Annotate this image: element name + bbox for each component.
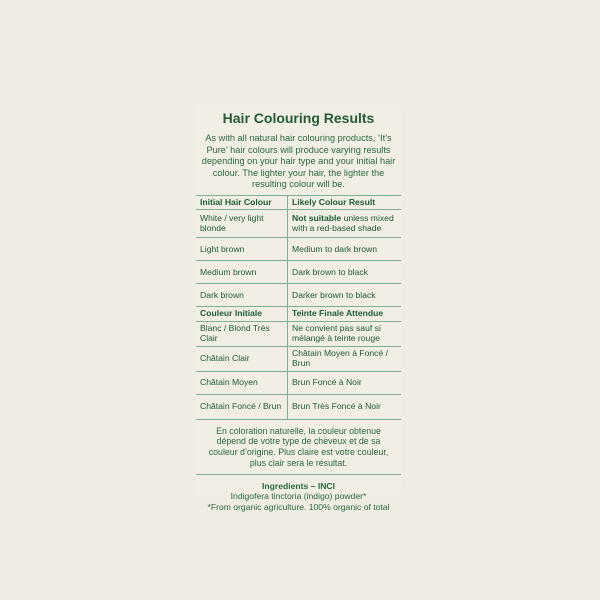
- table-row: [196, 238, 401, 261]
- table-row: [196, 322, 401, 347]
- initial-colour-cell: Medium brown: [196, 261, 288, 283]
- ingredients-section: [196, 481, 401, 512]
- table-header-row: [196, 196, 401, 210]
- table-row: [196, 284, 401, 307]
- result-colour-cell: Ne convient pas sauf si mélangé à teinte rouge: [292, 323, 381, 343]
- initial-colour-cell: Light brown: [196, 238, 288, 260]
- result-colour-cell: Medium to dark brown: [292, 243, 378, 254]
- result-colour-cell: Darker brown to black: [292, 289, 376, 300]
- initial-colour-cell: Blanc / Blond Très Clair: [196, 322, 288, 346]
- result-text: unless mixed with a red-based shade: [292, 213, 394, 233]
- table-row: [196, 261, 401, 284]
- column-header-initial: Initial Hair Colour: [196, 196, 288, 209]
- initial-colour-cell: Châtain Moyen: [196, 372, 288, 394]
- result-colour-cell: Brun Très Foncé à Noir: [292, 401, 381, 412]
- french-header-row: [196, 307, 401, 321]
- table-row: [196, 210, 401, 238]
- ingredients-line: Indigofera tinctoria (indigo) powder*: [230, 491, 367, 502]
- column-header-teinte-finale: Teinte Finale Attendue: [292, 308, 384, 319]
- english-results-table: [196, 195, 401, 420]
- initial-colour-cell: Châtain Foncé / Brun: [196, 395, 288, 419]
- divider: [196, 474, 401, 475]
- result-colour-cell: Brun Foncé à Noir: [292, 377, 362, 388]
- initial-colour-cell: Châtain Clair: [196, 347, 288, 371]
- ingredients-footnote: *From organic agriculture. 100% organic of total: [207, 501, 390, 512]
- result-colour-cell: Châtain Moyen à Foncé / Brun: [292, 348, 389, 368]
- result-bold-text: Not suitable: [292, 213, 342, 224]
- column-header-result: Likely Colour Result: [292, 196, 376, 207]
- result-colour-cell: [288, 210, 401, 237]
- initial-colour-cell: Dark brown: [196, 284, 288, 306]
- hair-colour-label: [196, 106, 401, 512]
- column-header-couleur-initiale: Couleur Initiale: [196, 307, 288, 320]
- result-colour-cell: Dark brown to black: [292, 266, 368, 277]
- intro-text: As with all natural hair colouring products, ‘It’s Pure’ hair colours will produce varying results depending on your hair type and your initial hair colour. The lighter your hair, the lighter the resulting colour will be.: [201, 133, 396, 190]
- french-note: En coloration naturelle, la couleur obtenue dépend de votre type de cheveux et de sa couleur d’origine. Plus claire est votre couleur, plus clair sera le résultat.: [208, 425, 389, 468]
- page-title: Hair Colouring Results: [222, 110, 375, 126]
- ingredients-heading: Ingredients – INCI: [261, 481, 336, 492]
- initial-colour-cell: White / very light blonde: [196, 210, 288, 237]
- table-row: [196, 347, 401, 372]
- table-row: [196, 395, 401, 420]
- table-row: [196, 372, 401, 395]
